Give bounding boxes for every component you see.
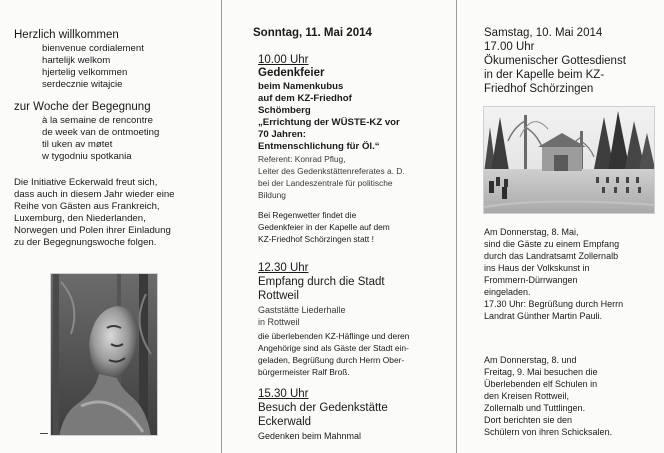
- reception-line: ins Haus der Volkskunst in: [484, 263, 590, 273]
- intro-line: Reihe von Gästen aus Frankreich,: [14, 201, 160, 212]
- column-program-other: [457, 0, 664, 453]
- schools-line: den Kreisen Rottweil,: [484, 391, 570, 401]
- event-time: 12.30 Uhr: [258, 262, 309, 274]
- venue-line: in Rottweil: [258, 317, 300, 327]
- chapel-photo: [483, 106, 655, 214]
- rain-note-line: KZ-Friedhof Schörzingen statt !: [258, 234, 374, 244]
- event-title: Empfang durch die Stadt: [258, 276, 385, 288]
- saturday-line: in der Kapelle beim KZ-: [484, 69, 605, 81]
- welcome-line-no: hjertelig velkommen: [42, 67, 128, 78]
- sculpture-photo: [50, 273, 158, 436]
- day-header: Sonntag, 11. Mai 2014: [253, 27, 372, 39]
- schools-line: Am Donnerstag, 8. und: [484, 355, 577, 365]
- event-title-line: 70 Jahren:: [258, 129, 306, 140]
- intro-line: dass auch in diesem Jahr wieder eine: [14, 189, 175, 200]
- reception-line: sind die Gäste zu einem Empfang: [484, 239, 620, 249]
- event-title-line: Eckerwald: [258, 416, 312, 428]
- welcome-line-fr: bienvenue cordialement: [42, 43, 144, 54]
- event-title-line: beim Namenkubus: [258, 81, 344, 92]
- event-title-line: auf dem KZ-Friedhof: [258, 93, 352, 104]
- rain-note-line: Bei Regenwetter findet die: [258, 210, 357, 220]
- week-title: zur Woche der Begegnung: [14, 101, 151, 113]
- week-line-no: til uken av møtet: [42, 139, 113, 150]
- saturday-line: 17.00 Uhr: [484, 41, 535, 53]
- chapel-image: [484, 107, 655, 214]
- saturday-header: Samstag, 10. Mai 2014: [484, 27, 603, 39]
- memorial-desc: Gedenken beim Mahnmal: [258, 431, 362, 441]
- saturday-line: Ökumenischer Gottesdienst: [484, 55, 626, 67]
- speaker-line: Leiter des Gedenkstättenreferates a. D.: [258, 166, 405, 176]
- reception-desc-line: die überlebenden KZ-Häflinge und deren: [258, 331, 410, 341]
- reception-desc-line: Angehörige sind als Gäste der Stadt ein-: [258, 343, 409, 353]
- event-title: Besuch der Gedenkstätte: [258, 402, 388, 414]
- rain-note-line: Gedenkfeier in der Kapelle auf dem: [258, 222, 390, 232]
- crop-mark: [40, 433, 48, 434]
- schools-line: Zollernalb und Tuttlingen.: [484, 403, 586, 413]
- intro-line: Luxemburg, den Niederlanden,: [14, 213, 146, 224]
- speaker-line: Referent: Konrad Pflug,: [258, 154, 346, 164]
- reception-desc-line: bürgermeister Ralf Broß.: [258, 367, 350, 377]
- intro-line: Norwegen und Polen ihrer Einladung: [14, 225, 171, 236]
- welcome-line-nl: hartelijk welkom: [42, 55, 111, 66]
- event-title-line: „Errichtung der WÜSTE-KZ vor: [258, 117, 400, 128]
- speaker-line: Bildung: [258, 190, 286, 200]
- schools-line: Freitag, 9. Mai besuchen die: [484, 367, 598, 377]
- reception-line: Landrat Günther Martin Pauli.: [484, 311, 603, 321]
- schools-line: Dort berichten sie den: [484, 415, 573, 425]
- week-line-nl: de week van de ontmoeting: [42, 127, 160, 138]
- reception-desc-line: geladen, Begrüßung durch Herrn Ober-: [258, 355, 405, 365]
- schools-line: Überlebenden elf Schulen in: [484, 379, 598, 389]
- reception-line: Frommern-Dürrwangen: [484, 275, 578, 285]
- event-title-line: Schömberg: [258, 105, 311, 116]
- saturday-line: Friedhof Schörzingen: [484, 83, 594, 95]
- event-time: 15.30 Uhr: [258, 388, 309, 400]
- column-welcome: [0, 0, 221, 453]
- speaker-line: bei der Landeszentrale für politische: [258, 178, 393, 188]
- schools-line: Schülern von ihren Schicksalen.: [484, 427, 613, 437]
- reception-line: eingeladen.: [484, 287, 531, 297]
- week-line-fr: à la semaine de rencontre: [42, 115, 153, 126]
- welcome-title: Herzlich willkommen: [14, 29, 119, 41]
- event-title-line: Rottweil: [258, 290, 299, 302]
- column-program-sunday: [222, 0, 456, 453]
- event-title: Gedenkfeier: [258, 67, 325, 79]
- event-time: 10.00 Uhr: [258, 54, 309, 66]
- welcome-line-pl: serdecznie witajcie: [42, 79, 123, 90]
- intro-line: zu der Begegnungswoche folgen.: [14, 237, 157, 248]
- event-title-line: Entmenschlichung für Öl.“: [258, 141, 380, 152]
- sculpture-image: [51, 274, 158, 436]
- reception-line: 17.30 Uhr: Begrüßung durch Herrn: [484, 299, 624, 309]
- reception-line: Am Donnerstag, 8. Mai,: [484, 227, 579, 237]
- week-line-pl: w tygodniu spotkania: [42, 151, 132, 162]
- intro-line: Die Initiative Eckerwald freut sich,: [14, 177, 158, 188]
- venue-line: Gaststätte Liederhalle: [258, 305, 346, 315]
- reception-line: durch das Landratsamt Zollernalb: [484, 251, 619, 261]
